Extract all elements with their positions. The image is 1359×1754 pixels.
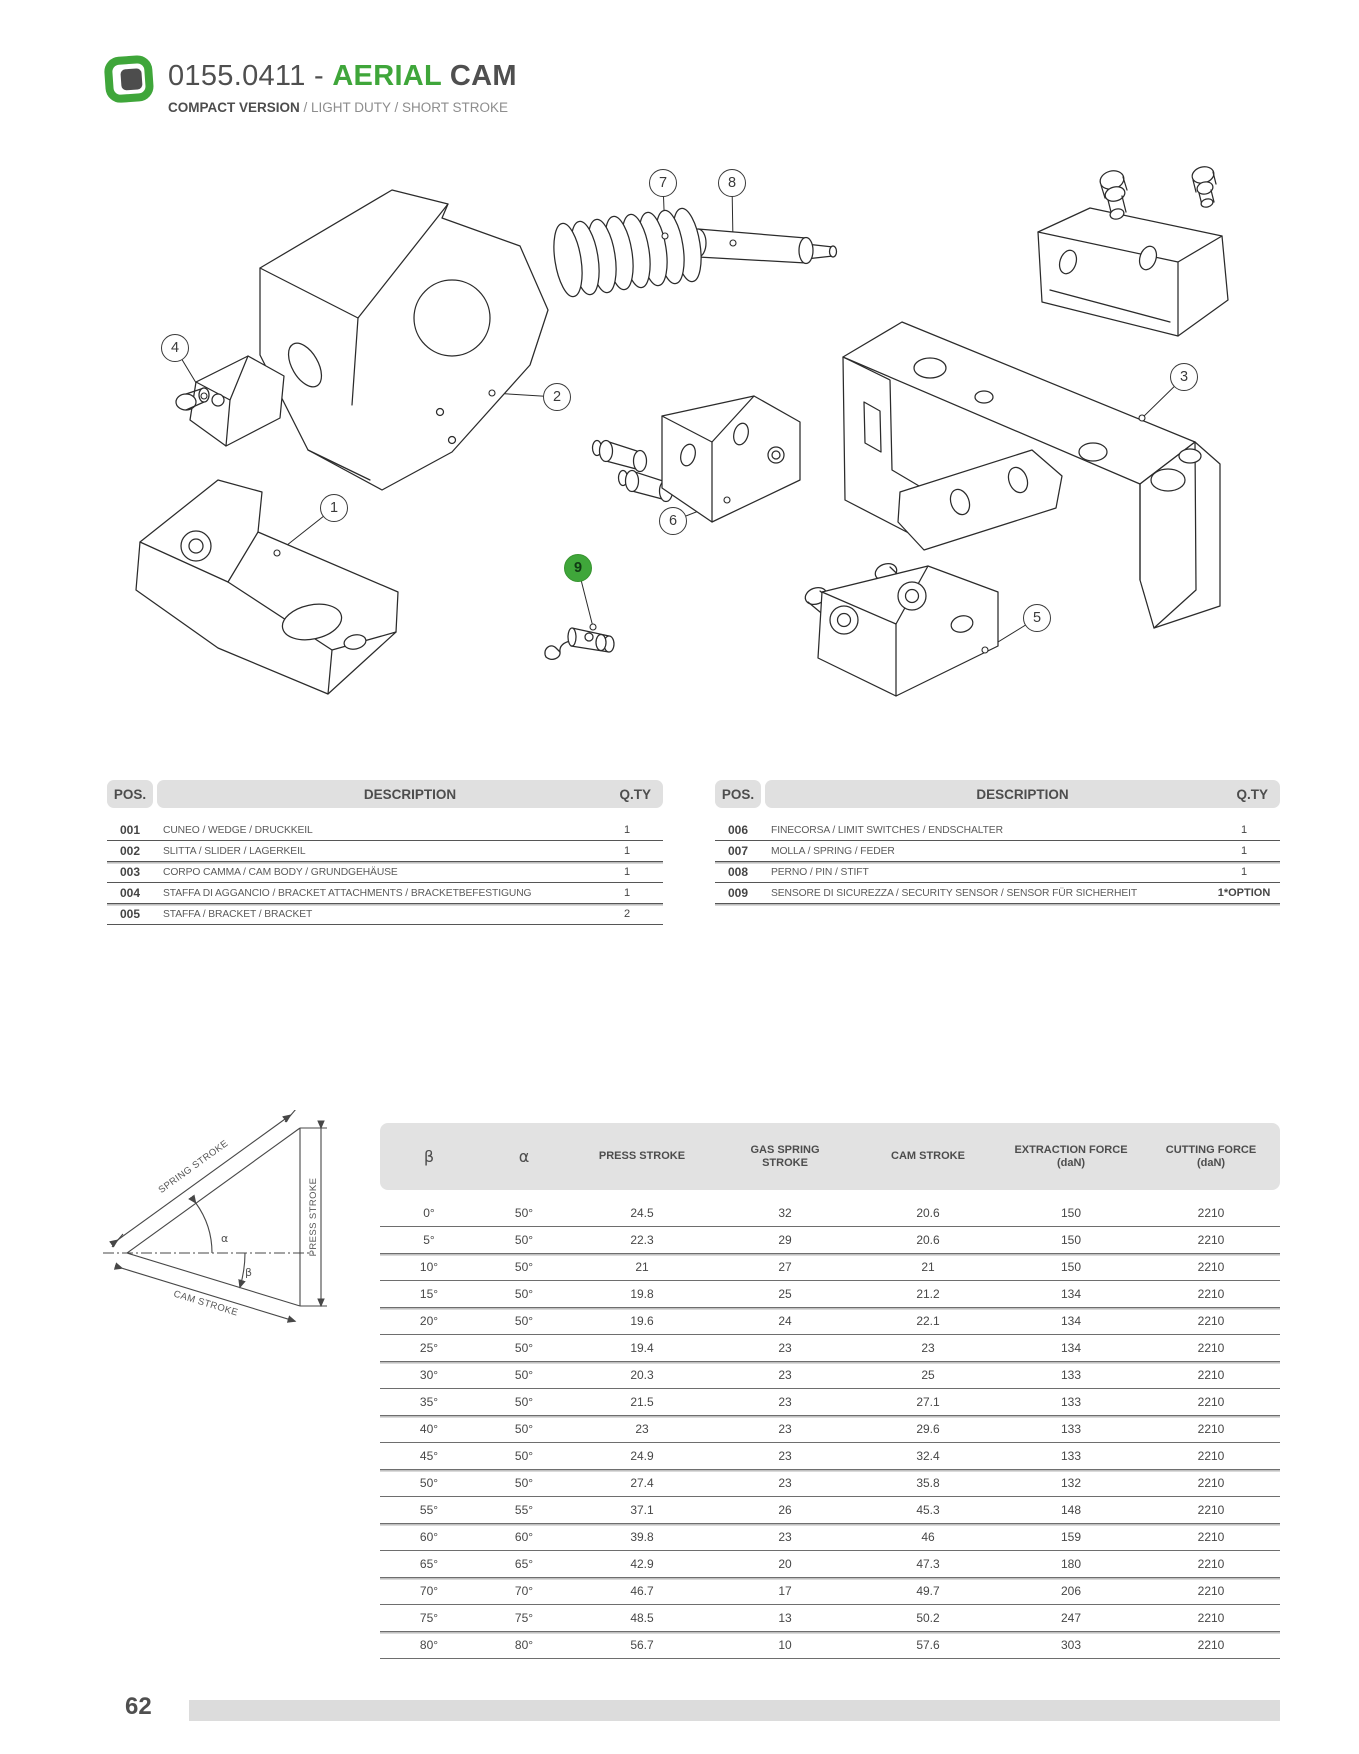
- callout-4: 4: [161, 334, 189, 362]
- callout-3: 3: [1170, 363, 1198, 391]
- parts-row-001: 001 CUNEO / WEDGE / DRUCKKEIL 1: [107, 820, 663, 841]
- spec-row-5°: 5° 50° 22.3 29 20.6 150 2210: [380, 1227, 1280, 1254]
- parts-row-008: 008 PERNO / PIN / STIFT 1: [715, 862, 1280, 883]
- parts-table-header: [107, 780, 663, 808]
- parts-row-007: 007 MOLLA / SPRING / FEDER 1: [715, 841, 1280, 862]
- spec-row-10°: 10° 50° 21 27 21 150 2210: [380, 1254, 1280, 1281]
- page-number: 62: [125, 1693, 152, 1720]
- pos-column-header: POS.: [715, 780, 761, 808]
- description-column-header: DESCRIPTION: [976, 786, 1069, 802]
- title-accent: AERIAL: [332, 60, 442, 92]
- callout-6: 6: [659, 507, 687, 535]
- spec-row-30°: 30° 50° 20.3 23 25 133 2210: [380, 1362, 1280, 1389]
- spec-row-20°: 20° 50° 19.6 24 22.1 134 2210: [380, 1308, 1280, 1335]
- title-rest: CAM: [441, 60, 517, 92]
- parts-table-header: [715, 780, 1280, 808]
- spec-column-header: EXTRACTION FORCE (daN): [1014, 1143, 1128, 1169]
- press-stroke-label: PRESS STROKE: [308, 1177, 319, 1257]
- exploded-drawing: [100, 150, 1280, 710]
- spec-column-header: β: [423, 1147, 435, 1166]
- parts-row-004: 004 STAFFA DI AGGANCIO / BRACKET ATTACHMENTS / BRACKETBEFESTIGUNG 1: [107, 883, 663, 904]
- spec-row-75°: 75° 75° 48.5 13 50.2 247 2210: [380, 1605, 1280, 1632]
- spec-row-60°: 60° 60° 39.8 23 46 159 2210: [380, 1524, 1280, 1551]
- spec-column-header: GAS SPRING STROKE: [750, 1143, 820, 1169]
- alpha-label: α: [221, 1232, 229, 1245]
- spec-row-40°: 40° 50° 23 23 29.6 133 2210: [380, 1416, 1280, 1443]
- cam-stroke-label: CAM STROKE: [172, 1288, 240, 1319]
- parts-row-003: 003 CORPO CAMMA / CAM BODY / GRUNDGEHÄUSE 1: [107, 862, 663, 883]
- brand-logo: [104, 52, 156, 108]
- spec-row-50°: 50° 50° 27.4 23 35.8 132 2210: [380, 1470, 1280, 1497]
- spec-row-65°: 65° 65° 42.9 20 47.3 180 2210: [380, 1551, 1280, 1578]
- footer-bar: [189, 1700, 1280, 1721]
- qty-column-header: Q.TY: [1236, 786, 1268, 802]
- parts-row-002: 002 SLITTA / SLIDER / LAGERKEIL 1: [107, 841, 663, 862]
- page-subtitle: COMPACT VERSION / LIGHT DUTY / SHORT STROKE: [168, 100, 509, 115]
- parts-table-right: [715, 780, 1280, 904]
- beta-label: β: [245, 1266, 253, 1279]
- spec-column-header: CAM STROKE: [891, 1150, 965, 1162]
- spec-table-body: [380, 1200, 1280, 1659]
- parts-rows-right: [715, 820, 1280, 904]
- callout-8: 8: [718, 169, 746, 197]
- parts-rows-left: [107, 820, 663, 925]
- spec-column-header: CUTTING FORCE (daN): [1165, 1143, 1257, 1169]
- spec-row-0°: 0° 50° 24.5 32 20.6 150 2210: [380, 1200, 1280, 1227]
- spec-row-25°: 25° 50° 19.4 23 23 134 2210: [380, 1335, 1280, 1362]
- callout-7: 7: [649, 169, 677, 197]
- callout-1: 1: [320, 494, 348, 522]
- spec-row-55°: 55° 55° 37.1 26 45.3 148 2210: [380, 1497, 1280, 1524]
- spec-table-header: [380, 1123, 1280, 1190]
- part-cam-body: [260, 190, 548, 490]
- spring-stroke-label: SPRING STROKE: [156, 1138, 231, 1196]
- spec-table: [380, 1123, 1280, 1659]
- part-attachment-bracket: [176, 356, 284, 446]
- part-spring: [549, 206, 705, 298]
- part-sensor: [545, 628, 614, 659]
- part-bracket: [803, 561, 998, 696]
- part-pin: [690, 229, 837, 264]
- part-main-bracket: [843, 164, 1228, 628]
- product-code: 0155.0411 -: [168, 60, 333, 92]
- parts-table-left: [107, 780, 663, 925]
- spec-column-header: PRESS STROKE: [598, 1150, 686, 1162]
- parts-row-005: 005 STAFFA / BRACKET / BRACKET 2: [107, 904, 663, 925]
- spec-column-header: α: [518, 1147, 530, 1166]
- callout-9: 9: [564, 554, 592, 582]
- spec-row-70°: 70° 70° 46.7 17 49.7 206 2210: [380, 1578, 1280, 1605]
- spec-row-80°: 80° 80° 56.7 10 57.6 303 2210: [380, 1632, 1280, 1659]
- exploded-diagram: [100, 150, 1280, 710]
- spec-row-35°: 35° 50° 21.5 23 27.1 133 2210: [380, 1389, 1280, 1416]
- angle-diagram: [95, 1110, 345, 1340]
- part-limit-switches: [593, 396, 801, 522]
- part-slider: [136, 480, 398, 694]
- parts-row-006: 006 FINECORSA / LIMIT SWITCHES / ENDSCHALTER 1: [715, 820, 1280, 841]
- spec-row-15°: 15° 50° 19.8 25 21.2 134 2210: [380, 1281, 1280, 1308]
- page-title: [168, 60, 517, 93]
- callout-2: 2: [543, 383, 571, 411]
- pos-column-header: POS.: [107, 780, 153, 808]
- callout-5: 5: [1023, 604, 1051, 632]
- description-column-header: DESCRIPTION: [363, 786, 457, 802]
- parts-row-009: 009 SENSORE DI SICUREZZA / SECURITY SENSOR / SENSOR FÜR SICHERHEIT 1*OPTION: [715, 883, 1280, 904]
- spec-row-45°: 45° 50° 24.9 23 32.4 133 2210: [380, 1443, 1280, 1470]
- qty-column-header: Q.TY: [619, 786, 651, 802]
